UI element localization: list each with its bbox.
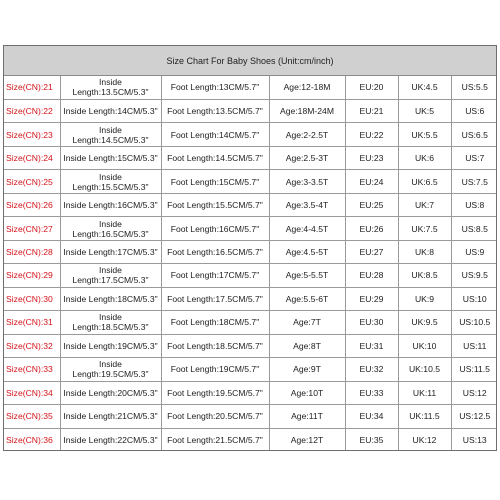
size-cell: Size(CN):23 — [4, 123, 60, 146]
table-row — [4, 240, 497, 263]
foot-length-cell: Foot Length:15.5CM/5.7" — [161, 193, 269, 216]
inside-length-cell: Inside Length:22CM/5.3" — [60, 428, 161, 451]
size-cell: Size(CN):21 — [4, 76, 60, 99]
size-cell: Size(CN):22 — [4, 99, 60, 122]
us-size-cell: US:9 — [451, 240, 497, 263]
size-cell: Size(CN):28 — [4, 240, 60, 263]
size-table — [4, 76, 497, 451]
size-cell: Size(CN):35 — [4, 405, 60, 428]
age-cell: Age:5-5.5T — [269, 264, 345, 287]
eu-size-cell: EU:24 — [345, 170, 398, 193]
foot-length-cell: Foot Length:16CM/5.7" — [161, 217, 269, 240]
table-row — [4, 170, 497, 193]
us-size-cell: US:7.5 — [451, 170, 497, 193]
eu-size-cell: EU:29 — [345, 287, 398, 310]
eu-size-cell: EU:35 — [345, 428, 398, 451]
foot-length-cell: Foot Length:16.5CM/5.7" — [161, 240, 269, 263]
table-row — [4, 264, 497, 287]
age-cell: Age:12-18M — [269, 76, 345, 99]
eu-size-cell: EU:20 — [345, 76, 398, 99]
age-cell: Age:5.5-6T — [269, 287, 345, 310]
eu-size-cell: EU:26 — [345, 217, 398, 240]
size-cell: Size(CN):26 — [4, 193, 60, 216]
size-cell: Size(CN):27 — [4, 217, 60, 240]
us-size-cell: US:6.5 — [451, 123, 497, 146]
us-size-cell: US:7 — [451, 146, 497, 169]
uk-size-cell: UK:10 — [398, 334, 451, 357]
size-cell: Size(CN):29 — [4, 264, 60, 287]
age-cell: Age:9T — [269, 358, 345, 381]
us-size-cell: US:6 — [451, 99, 497, 122]
foot-length-cell: Foot Length:15CM/5.7" — [161, 170, 269, 193]
uk-size-cell: UK:5 — [398, 99, 451, 122]
uk-size-cell: UK:9 — [398, 287, 451, 310]
age-cell: Age:11T — [269, 405, 345, 428]
size-chart-title: Size Chart For Baby Shoes (Unit:cm/inch) — [4, 46, 496, 76]
age-cell: Age:3.5-4T — [269, 193, 345, 216]
us-size-cell: US:8.5 — [451, 217, 497, 240]
table-row — [4, 428, 497, 451]
table-row — [4, 334, 497, 357]
eu-size-cell: EU:25 — [345, 193, 398, 216]
size-chart — [3, 45, 497, 451]
uk-size-cell: UK:5.5 — [398, 123, 451, 146]
eu-size-cell: EU:34 — [345, 405, 398, 428]
age-cell: Age:4-4.5T — [269, 217, 345, 240]
age-cell: Age:4.5-5T — [269, 240, 345, 263]
inside-length-cell: Inside Length:18.5CM/5.3" — [60, 311, 161, 334]
foot-length-cell: Foot Length:17.5CM/5.7" — [161, 287, 269, 310]
inside-length-cell: Inside Length:21CM/5.3" — [60, 405, 161, 428]
us-size-cell: US:9.5 — [451, 264, 497, 287]
inside-length-cell: Inside Length:15.5CM/5.3" — [60, 170, 161, 193]
uk-size-cell: UK:11 — [398, 381, 451, 404]
inside-length-cell: Inside Length:16.5CM/5.3" — [60, 217, 161, 240]
inside-length-cell: Inside Length:17CM/5.3" — [60, 240, 161, 263]
size-cell: Size(CN):32 — [4, 334, 60, 357]
inside-length-cell: Inside Length:18CM/5.3" — [60, 287, 161, 310]
eu-size-cell: EU:23 — [345, 146, 398, 169]
us-size-cell: US:13 — [451, 428, 497, 451]
uk-size-cell: UK:6 — [398, 146, 451, 169]
us-size-cell: US:11.5 — [451, 358, 497, 381]
inside-length-cell: Inside Length:14CM/5.3" — [60, 99, 161, 122]
age-cell: Age:2.5-3T — [269, 146, 345, 169]
foot-length-cell: Foot Length:19CM/5.7" — [161, 358, 269, 381]
inside-length-cell: Inside Length:19CM/5.3" — [60, 334, 161, 357]
eu-size-cell: EU:30 — [345, 311, 398, 334]
foot-length-cell: Foot Length:14.5CM/5.7" — [161, 146, 269, 169]
us-size-cell: US:8 — [451, 193, 497, 216]
table-row — [4, 217, 497, 240]
foot-length-cell: Foot Length:18.5CM/5.7" — [161, 334, 269, 357]
us-size-cell: US:10.5 — [451, 311, 497, 334]
table-row — [4, 99, 497, 122]
inside-length-cell: Inside Length:17.5CM/5.3" — [60, 264, 161, 287]
size-cell: Size(CN):33 — [4, 358, 60, 381]
us-size-cell: US:11 — [451, 334, 497, 357]
inside-length-cell: Inside Length:16CM/5.3" — [60, 193, 161, 216]
uk-size-cell: UK:10.5 — [398, 358, 451, 381]
size-cell: Size(CN):36 — [4, 428, 60, 451]
foot-length-cell: Foot Length:20.5CM/5.7" — [161, 405, 269, 428]
uk-size-cell: UK:9.5 — [398, 311, 451, 334]
uk-size-cell: UK:12 — [398, 428, 451, 451]
us-size-cell: US:5.5 — [451, 76, 497, 99]
foot-length-cell: Foot Length:17CM/5.7" — [161, 264, 269, 287]
us-size-cell: US:12 — [451, 381, 497, 404]
age-cell: Age:7T — [269, 311, 345, 334]
age-cell: Age:2-2.5T — [269, 123, 345, 146]
uk-size-cell: UK:8.5 — [398, 264, 451, 287]
eu-size-cell: EU:27 — [345, 240, 398, 263]
size-cell: Size(CN):30 — [4, 287, 60, 310]
eu-size-cell: EU:28 — [345, 264, 398, 287]
foot-length-cell: Foot Length:19.5CM/5.7" — [161, 381, 269, 404]
eu-size-cell: EU:31 — [345, 334, 398, 357]
uk-size-cell: UK:6.5 — [398, 170, 451, 193]
size-cell: Size(CN):25 — [4, 170, 60, 193]
table-row — [4, 358, 497, 381]
uk-size-cell: UK:7.5 — [398, 217, 451, 240]
eu-size-cell: EU:22 — [345, 123, 398, 146]
eu-size-cell: EU:21 — [345, 99, 398, 122]
age-cell: Age:10T — [269, 381, 345, 404]
table-row — [4, 123, 497, 146]
inside-length-cell: Inside Length:14.5CM/5.3" — [60, 123, 161, 146]
us-size-cell: US:10 — [451, 287, 497, 310]
uk-size-cell: UK:11.5 — [398, 405, 451, 428]
foot-length-cell: Foot Length:21.5CM/5.7" — [161, 428, 269, 451]
inside-length-cell: Inside Length:13.5CM/5.3" — [60, 76, 161, 99]
table-row — [4, 405, 497, 428]
foot-length-cell: Foot Length:14CM/5.7" — [161, 123, 269, 146]
eu-size-cell: EU:32 — [345, 358, 398, 381]
foot-length-cell: Foot Length:13.5CM/5.7" — [161, 99, 269, 122]
age-cell: Age:12T — [269, 428, 345, 451]
inside-length-cell: Inside Length:19.5CM/5.3" — [60, 358, 161, 381]
inside-length-cell: Inside Length:15CM/5.3" — [60, 146, 161, 169]
table-row — [4, 146, 497, 169]
age-cell: Age:8T — [269, 334, 345, 357]
age-cell: Age:18M-24M — [269, 99, 345, 122]
foot-length-cell: Foot Length:13CM/5.7" — [161, 76, 269, 99]
inside-length-cell: Inside Length:20CM/5.3" — [60, 381, 161, 404]
table-row — [4, 193, 497, 216]
foot-length-cell: Foot Length:18CM/5.7" — [161, 311, 269, 334]
uk-size-cell: UK:8 — [398, 240, 451, 263]
table-row — [4, 287, 497, 310]
us-size-cell: US:12.5 — [451, 405, 497, 428]
size-cell: Size(CN):24 — [4, 146, 60, 169]
uk-size-cell: UK:4.5 — [398, 76, 451, 99]
eu-size-cell: EU:33 — [345, 381, 398, 404]
size-cell: Size(CN):31 — [4, 311, 60, 334]
uk-size-cell: UK:7 — [398, 193, 451, 216]
table-row — [4, 311, 497, 334]
age-cell: Age:3-3.5T — [269, 170, 345, 193]
table-row — [4, 76, 497, 99]
size-cell: Size(CN):34 — [4, 381, 60, 404]
table-row — [4, 381, 497, 404]
